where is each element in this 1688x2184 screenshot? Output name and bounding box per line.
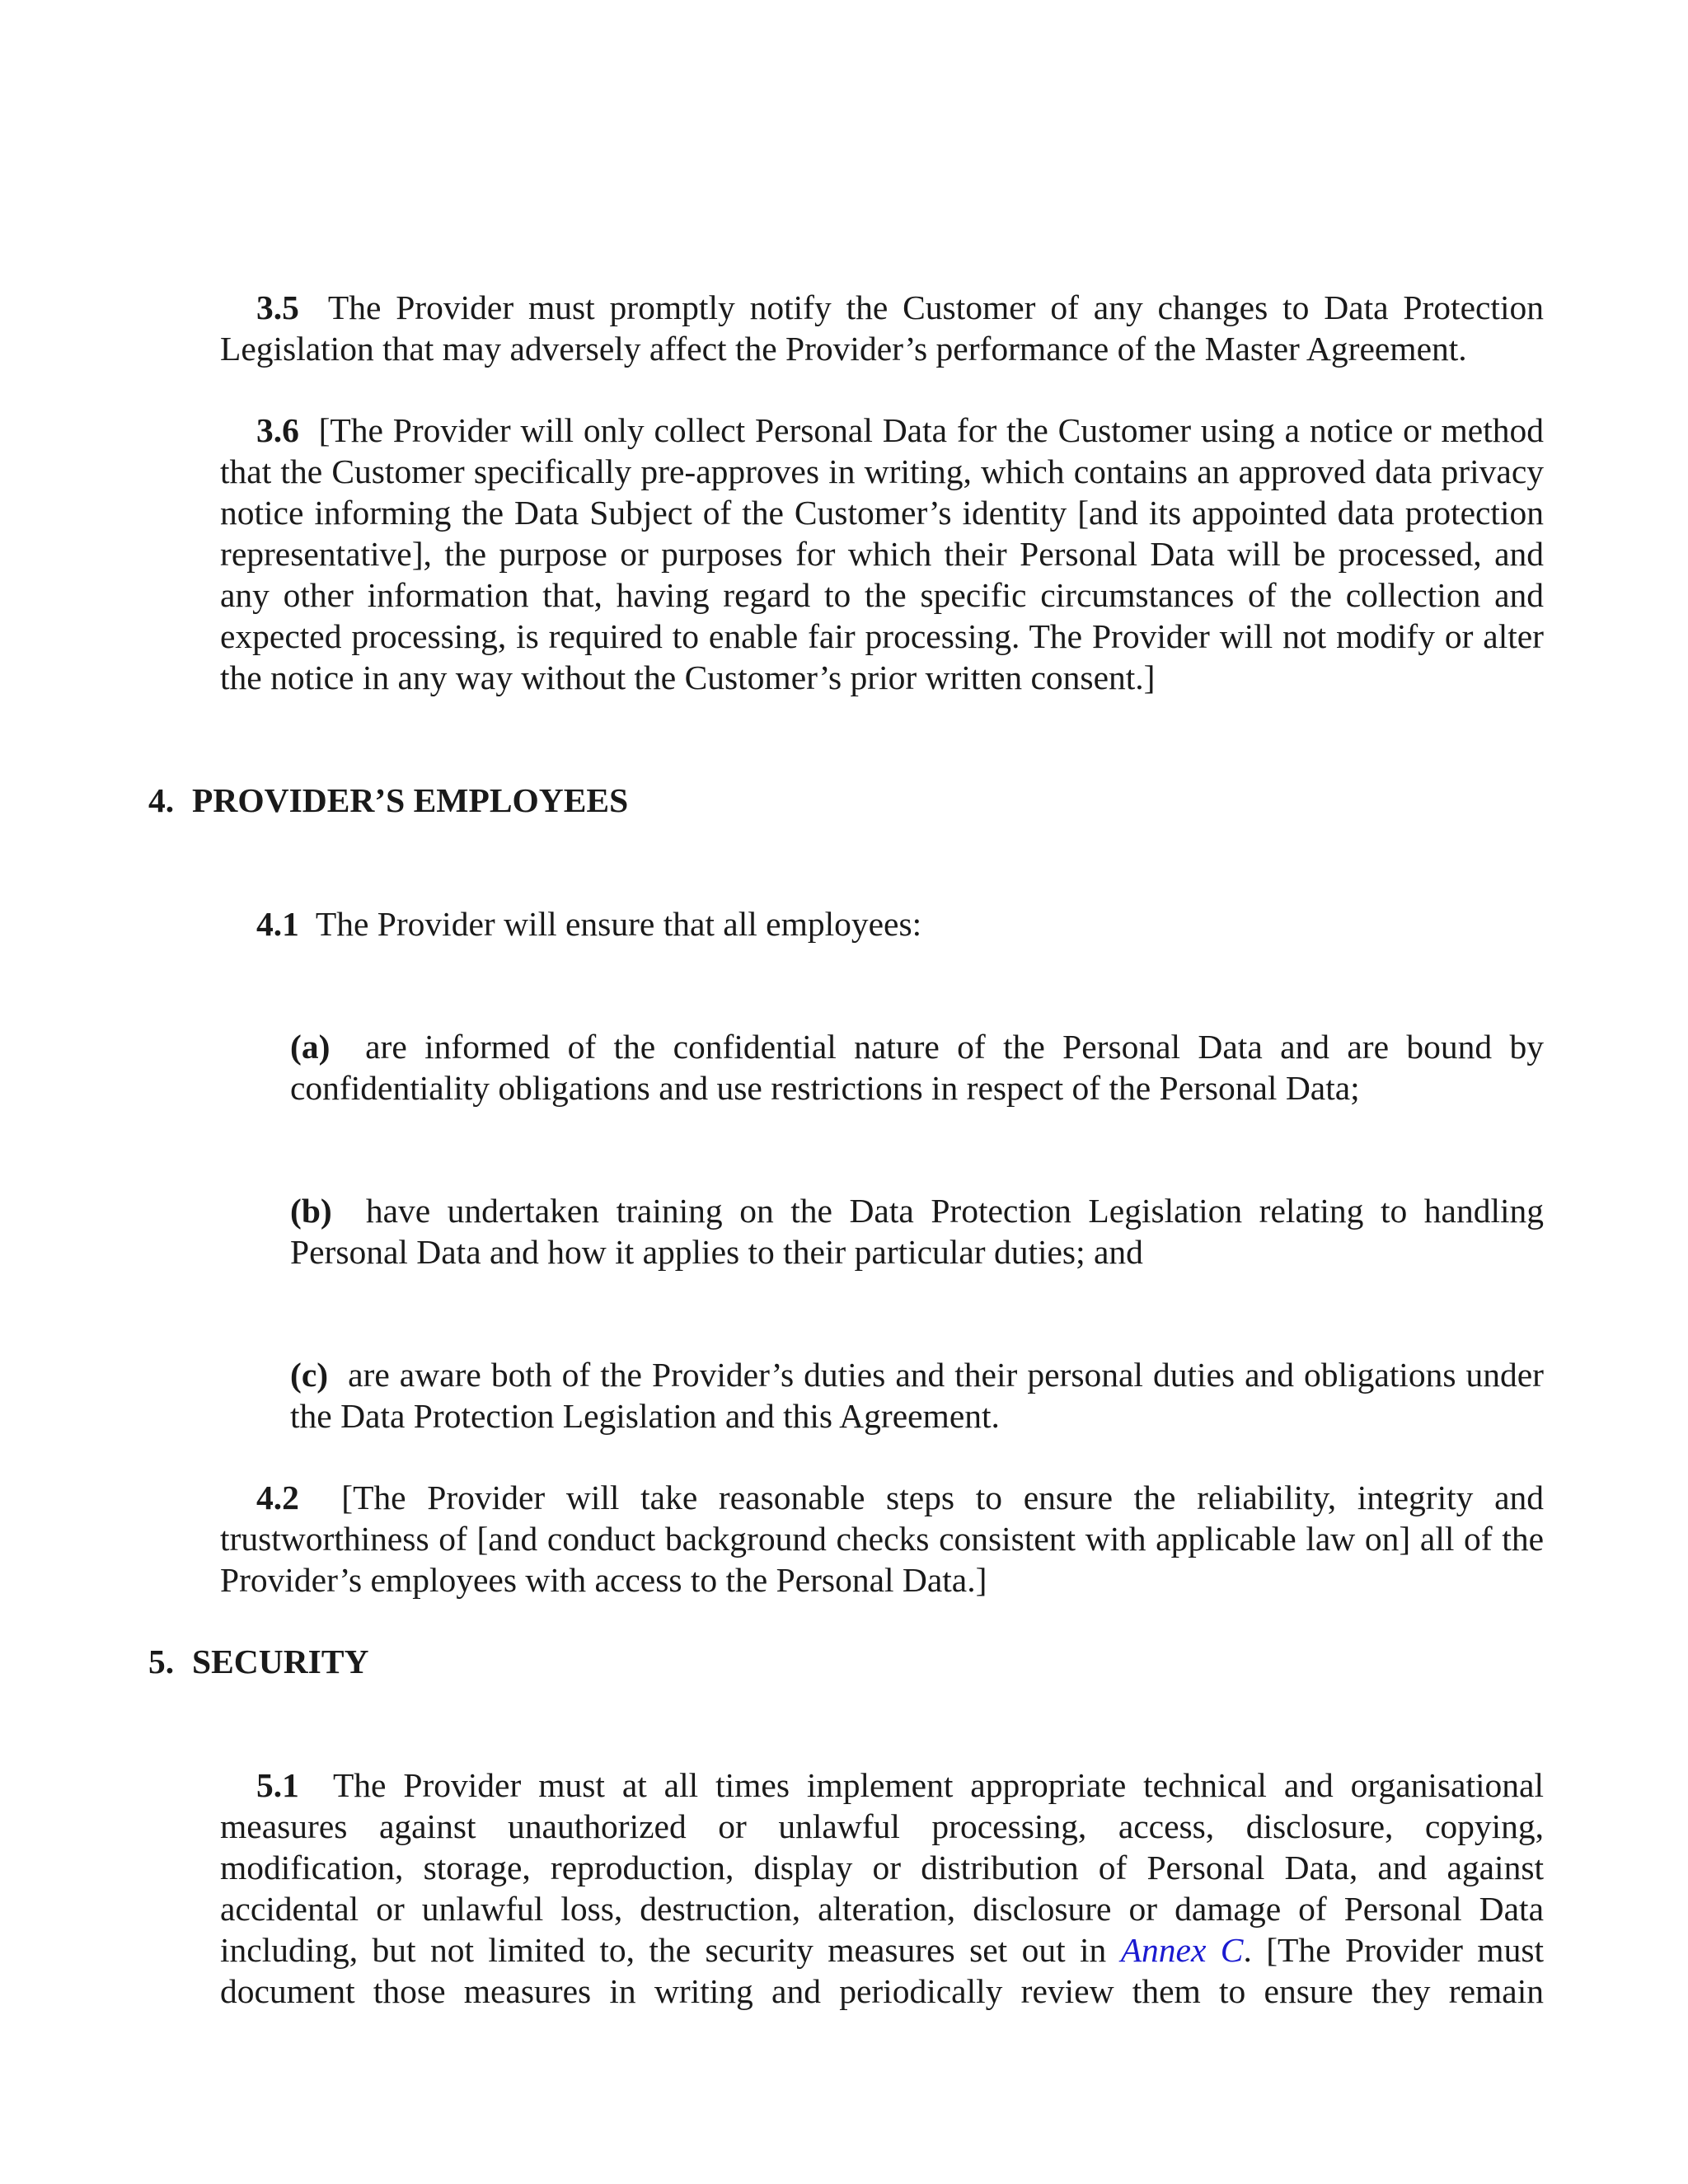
section-heading-4 (148, 780, 628, 821)
subclause-letter: (a) (290, 1028, 331, 1066)
clause-number: 4.2 (256, 1479, 299, 1516)
section-heading-5 (148, 1641, 368, 1682)
subclause-4-1-a (290, 1026, 1544, 1108)
clause-number: 3.5 (256, 288, 299, 326)
clause-text: The Provider must at all times implement appropriate technical and organisational measures against unauthorized or unlawful processing, access, disclosure, copying, modification, storage, reproduction, display or distribution of Personal Data, and against accidental or unlawful loss, destruction, alteration, disclosure or damage of Personal Data including, but not limited to, the security measures set out in (220, 1766, 1544, 1969)
subclause-letter: (c) (290, 1356, 329, 1394)
subclause-text: are aware both of the Provider’s duties and their personal duties and obligations under the Data Protection Legislation and this Agreement. (290, 1356, 1545, 1435)
clause-4-2 (220, 1477, 1544, 1601)
clause-text: The Provider must promptly notify the Customer of any changes to Data Protection Legislation that may adversely affect the Provider’s performance of the Master Agreement. (220, 288, 1544, 368)
clause-4-1 (220, 903, 1544, 944)
section-title: SECURITY (192, 1643, 369, 1680)
clause-number: 3.6 (256, 411, 299, 449)
clause-3-5 (220, 287, 1544, 369)
clause-text: The Provider will ensure that all employees: (315, 905, 922, 943)
section-number: 5. (148, 1643, 175, 1680)
clause-5-1 (220, 1765, 1544, 2012)
subclause-letter: (b) (290, 1192, 332, 1230)
subclause-text: are informed of the confidential nature of the Personal Data and are bound by confidentiality obligations and use restrictions in respect of the Personal Data; (290, 1028, 1545, 1107)
clause-number: 5.1 (256, 1766, 299, 1804)
clause-number: 4.1 (256, 905, 299, 943)
subclause-4-1-b (290, 1190, 1544, 1272)
clause-text: [The Provider will only collect Personal Data for the Customer using a notice or method that the Customer specifically pre-approves in writing, which contains an approved data privacy notice informing the Data Subject of the Customer’s identity [and its appointed data protection representative], the purpose or purposes for which their Personal Data will be processed, and any other information that, having regard to the specific circumstances of the collection and expected processing, is required to enable fair processing. The Provider will not modify or alter the notice in any way without the Customer’s prior written consent.] (220, 411, 1545, 696)
subclause-text: have undertaken training on the Data Protection Legislation relating to handling Personal Data and how it applies to their particular duties; and (290, 1192, 1545, 1271)
subclause-4-1-c (290, 1354, 1544, 1436)
clause-text-continued: . [The Provider must document those measures in writing and periodically review them to ensure they remain (220, 1931, 1545, 2010)
clause-3-6 (220, 410, 1544, 698)
section-number: 4. (148, 781, 175, 819)
clause-text: [The Provider will take reasonable steps to ensure the reliability, integrity and trustworthiness of [and conduct background checks consistent with applicable law on] all of the Provider’s employees with access to the Personal Data.] (220, 1479, 1544, 1599)
section-title: PROVIDER’S EMPLOYEES (192, 781, 629, 819)
annex-c-link[interactable]: Annex C (1120, 1931, 1244, 1969)
